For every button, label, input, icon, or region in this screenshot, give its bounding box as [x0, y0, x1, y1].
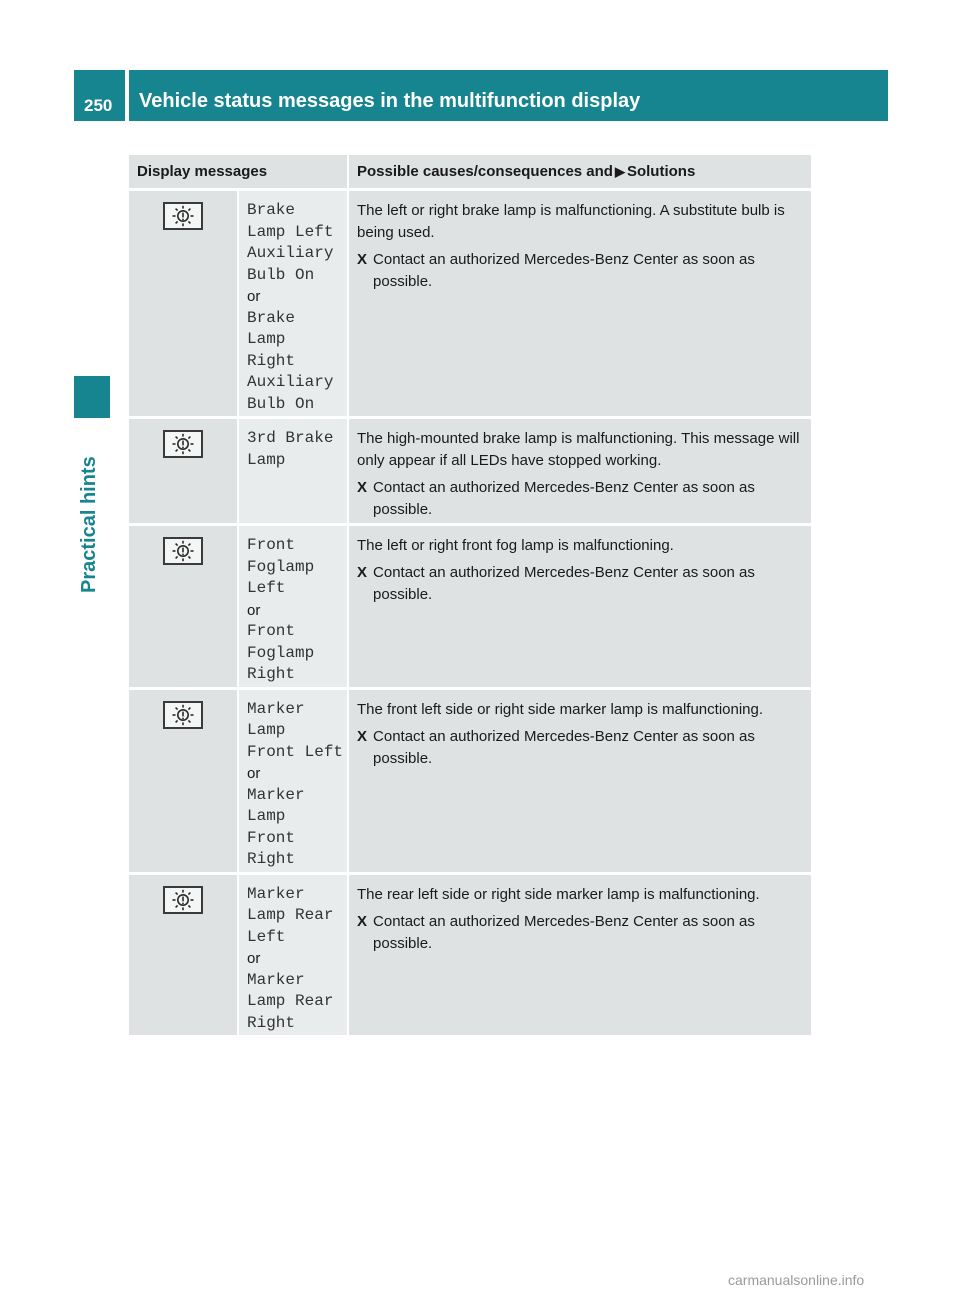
or-separator: or — [247, 288, 261, 305]
bulb-warning-icon — [163, 701, 203, 729]
icon-cell — [129, 526, 237, 690]
icon-cell — [129, 419, 237, 526]
display-message-cell — [239, 690, 347, 875]
step-marker-icon: X — [357, 727, 368, 745]
cause-text: The left or right brake lamp is malfunctioning. A substitute bulb is being used. — [357, 202, 785, 241]
display-message-alt: Front Foglamp Right — [247, 622, 315, 683]
action-step-text: Contact an authorized Mercedes-Benz Center as soon as possible. — [373, 727, 755, 767]
display-message: Marker Lamp Rear Left — [247, 884, 334, 946]
display-message-alt: Marker Lamp Rear Right — [247, 970, 334, 1032]
cause-text: The rear left side or right side marker lamp is malfunctioning. — [357, 885, 760, 903]
action-step — [357, 477, 807, 521]
or-separator: or — [247, 601, 261, 619]
or-separator: or — [247, 950, 261, 967]
solution-cell — [349, 690, 811, 875]
cause-text: The left or right front fog lamp is malfunctioning. — [357, 537, 674, 554]
action-step — [357, 562, 807, 606]
table-row — [129, 526, 811, 690]
solution-cell — [349, 875, 811, 1039]
display-message-cell — [239, 875, 347, 1039]
icon-cell — [129, 690, 237, 875]
table-header-row — [129, 155, 811, 191]
display-message: Marker Lamp Front Left — [247, 699, 344, 761]
header-display-messages: Display messages — [129, 155, 347, 191]
step-marker-icon: X — [357, 251, 368, 268]
messages-table — [127, 155, 813, 1038]
action-step — [357, 726, 807, 770]
header-solutions — [349, 155, 811, 191]
bulb-warning-icon — [163, 430, 203, 458]
action-step-text: Contact an authorized Mercedes-Benz Center as soon as possible. — [373, 564, 755, 603]
display-message: Front Foglamp Left — [247, 536, 315, 597]
page-title: Vehicle status messages in the multifunction display — [139, 90, 641, 112]
display-message: Brake Lamp Left Auxiliary Bulb On — [247, 201, 334, 284]
bulb-warning-icon — [163, 537, 203, 565]
step-marker-icon: X — [357, 479, 368, 496]
header-solutions-prefix: Possible causes/consequences and — [357, 163, 613, 180]
table-row — [129, 875, 811, 1039]
play-arrow-icon: ▶ — [614, 164, 625, 179]
section-tab-marker — [74, 376, 110, 418]
step-marker-icon: X — [357, 564, 368, 581]
table-row — [129, 191, 811, 419]
solution-cell — [349, 419, 811, 526]
section-label: Practical hints — [78, 456, 100, 593]
icon-cell — [129, 875, 237, 1039]
display-message-cell — [239, 191, 347, 419]
action-step — [357, 249, 807, 293]
header-solutions-suffix: Solutions — [626, 163, 696, 180]
display-message-alt: Marker Lamp Front Right — [247, 785, 305, 868]
display-message-cell — [239, 526, 347, 690]
step-marker-icon: X — [357, 912, 368, 930]
action-step-text: Contact an authorized Mercedes-Benz Center as soon as possible. — [373, 479, 755, 518]
cause-text: The front left side or right side marker lamp is malfunctioning. — [357, 700, 764, 718]
action-step-text: Contact an authorized Mercedes-Benz Center as soon as possible. — [373, 251, 755, 290]
icon-cell — [129, 191, 237, 419]
or-separator: or — [247, 765, 261, 782]
action-step — [357, 911, 807, 955]
display-message-cell — [239, 419, 347, 526]
bulb-warning-icon — [163, 886, 203, 914]
table-row — [129, 690, 811, 875]
page-number: 250 — [84, 96, 113, 115]
display-message: 3rd Brake Lamp — [247, 429, 334, 469]
action-step-text: Contact an authorized Mercedes-Benz Center as soon as possible. — [373, 912, 755, 952]
solution-cell — [349, 191, 811, 419]
bulb-warning-icon — [163, 202, 203, 230]
cause-text: The high-mounted brake lamp is malfunctioning. This message will only appear if all LEDs have stopped working. — [357, 430, 800, 469]
solution-cell — [349, 526, 811, 690]
watermark: carmanualsonline.info — [728, 1272, 865, 1288]
table-row — [129, 419, 811, 526]
display-message-alt: Brake Lamp Right Auxiliary Bulb On — [247, 308, 334, 413]
